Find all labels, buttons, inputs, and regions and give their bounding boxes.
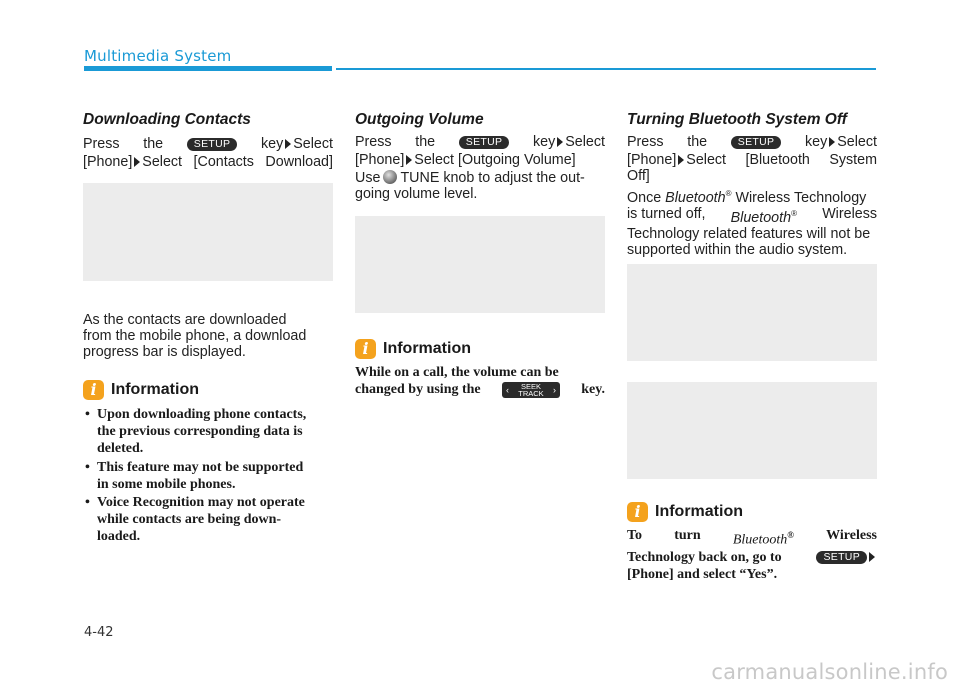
arrow-right-icon bbox=[557, 137, 563, 147]
tune-paragraph: Use TUNE knob to adjust the out- going volume level. bbox=[355, 170, 585, 202]
instruction-paragraph: Press the SETUP key Select [Phone] Select [Contacts Download] bbox=[83, 136, 333, 170]
section-title: Outgoing Volume bbox=[355, 111, 484, 128]
section-title: Downloading Contacts bbox=[83, 111, 251, 128]
info-icon: i bbox=[627, 502, 648, 522]
setup-key-icon: SETUP bbox=[816, 551, 867, 564]
tune-knob-icon bbox=[383, 170, 397, 184]
page-number: 4-42 bbox=[84, 625, 114, 640]
arrow-right-icon bbox=[829, 137, 835, 147]
chevron-left-icon: ‹ bbox=[505, 384, 509, 395]
header-rule bbox=[336, 68, 876, 70]
setup-key-icon: SETUP bbox=[459, 136, 510, 149]
arrow-right-icon bbox=[285, 139, 291, 149]
screen-image-placeholder bbox=[355, 216, 605, 313]
section-title: Turning Bluetooth System Off bbox=[627, 111, 847, 128]
screen-image-placeholder bbox=[83, 183, 333, 281]
instruction-paragraph: Press the SETUP key Select [Phone] Select [Outgoing Volume] bbox=[355, 134, 605, 168]
bluetooth-paragraph: Once Bluetooth® Wireless Technology is turned off, Bluetooth® Wireless Technology related features will not be supported within the audio system. bbox=[627, 189, 877, 258]
seek-track-key-icon: ‹ SEEK TRACK › bbox=[502, 382, 560, 398]
information-text: While on a call, the volume can be changed by using the ‹ SEEK TRACK › key. bbox=[355, 365, 605, 398]
arrow-right-icon bbox=[406, 155, 412, 165]
info-icon: i bbox=[355, 339, 376, 359]
chevron-right-icon: › bbox=[552, 384, 556, 395]
information-heading: i Information bbox=[83, 380, 333, 402]
arrow-right-icon bbox=[678, 155, 684, 165]
arrow-right-icon bbox=[134, 157, 140, 167]
info-icon: i bbox=[83, 380, 104, 400]
screen-image-placeholder bbox=[627, 264, 877, 361]
watermark: carmanualsonline.info bbox=[711, 660, 948, 684]
information-text: To turn Bluetooth® Wireless Technology back on, go to SETUP [Phone] and select “Yes”. bbox=[627, 528, 877, 582]
screen-image-placeholder bbox=[627, 382, 877, 479]
instruction-paragraph: Press the SETUP key Select [Phone] Select [Bluetooth System Off] bbox=[627, 134, 877, 184]
description-paragraph: As the contacts are downloaded from the mobile phone, a download progress bar is displayed. bbox=[83, 312, 307, 360]
section-header-title: Multimedia System bbox=[84, 47, 232, 65]
information-heading: i Information bbox=[627, 502, 877, 524]
setup-key-icon: SETUP bbox=[187, 138, 238, 151]
arrow-right-icon bbox=[869, 552, 875, 562]
header-accent-bar bbox=[84, 66, 332, 71]
information-heading: i Information bbox=[355, 339, 605, 361]
setup-key-icon: SETUP bbox=[731, 136, 782, 149]
